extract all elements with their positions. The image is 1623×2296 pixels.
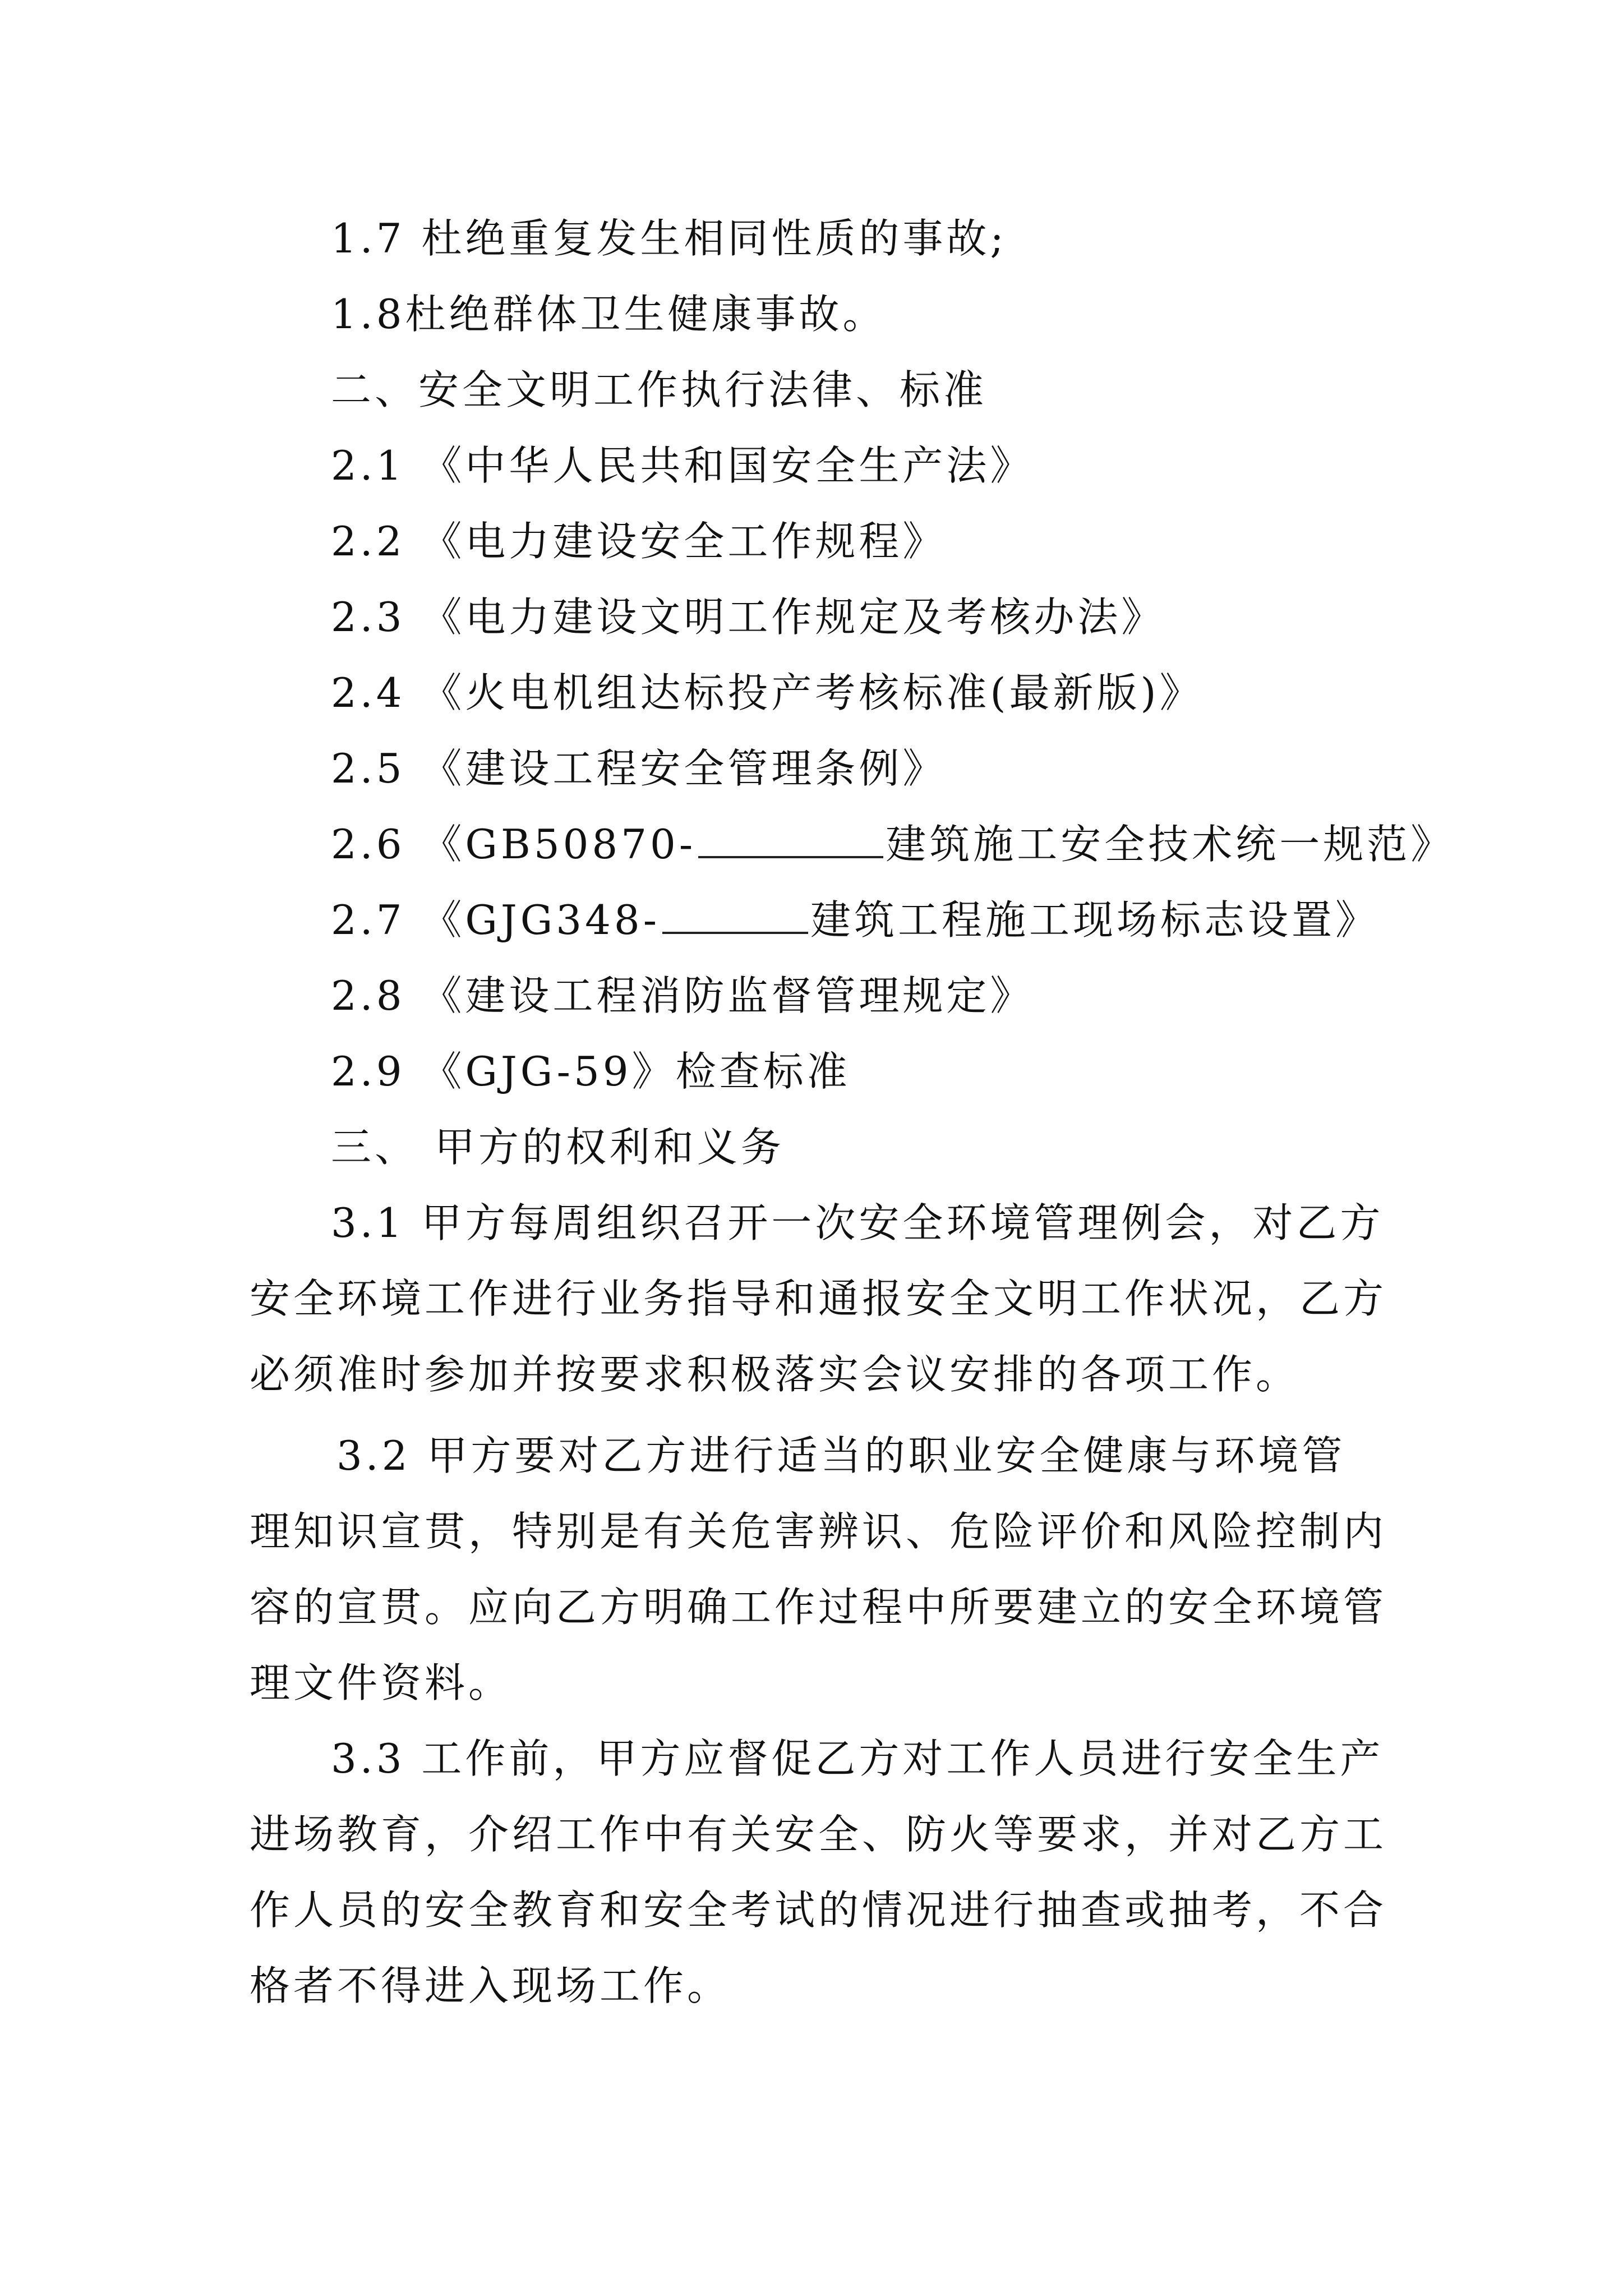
paragraph-3-2-line-4: 理文件资料。 (250, 1659, 513, 1706)
list-item-2-2: 2.2 《电力建设安全工作规程》 (331, 518, 947, 565)
list-item-2-4: 2.4 《火电机组达标投产考核标准(最新版)》 (331, 669, 1204, 716)
list-item-2-3: 2.3 《电力建设文明工作规定及考核办法》 (331, 593, 1165, 641)
list-item-2-8: 2.8 《建设工程消防监督管理规定》 (331, 972, 1034, 1019)
paragraph-3-1-line-1: 3.1 甲方每周组织召开一次安全环境管理例会，对乙方 (331, 1199, 1384, 1246)
paragraph-3-3-line-4: 格者不得进入现场工作。 (250, 1962, 731, 2009)
list-item-2-6 (331, 816, 1454, 872)
paragraph-3-3-line-2: 进场教育，介绍工作中有关安全、防火等要求，并对乙方工 (250, 1811, 1387, 1858)
list-item-2-7-prefix: 2.7 《GJG348- (331, 896, 661, 944)
paragraph-3-2-line-2: 理知识宣贯，特别是有关危害辨识、危险评价和风险控制内 (250, 1508, 1387, 1555)
list-item-2-9: 2.9 《GJG-59》检查标准 (331, 1048, 851, 1095)
list-item-1-7: 1.7 杜绝重复发生相同性质的事故; (331, 215, 1007, 262)
paragraph-3-1-line-3: 必须准时参加并按要求积极落实会议安排的各项工作。 (250, 1351, 1300, 1398)
blank-underline (662, 896, 808, 934)
list-item-2-1: 2.1 《中华人民共和国安全生产法》 (331, 442, 1034, 489)
paragraph-3-2-line-1: 3.2 甲方要对乙方进行适当的职业安全健康与环境管 (336, 1432, 1346, 1479)
paragraph-3-3-line-3: 作人员的安全教育和安全考试的情况进行抽查或抽考，不合 (250, 1887, 1387, 1934)
paragraph-3-1-line-2: 安全环境工作进行业务指导和通报安全文明工作状况，乙方 (250, 1275, 1387, 1322)
list-item-2-5: 2.5 《建设工程安全管理条例》 (331, 745, 947, 792)
section-heading-2: 二、安全文明工作执行法律、标准 (331, 366, 988, 413)
section-heading-3: 三、 甲方的权利和义务 (331, 1124, 785, 1171)
list-item-2-7-suffix: 建筑工程施工现场标志设置》 (810, 896, 1380, 944)
list-item-2-7 (331, 892, 1379, 948)
blank-underline (698, 820, 883, 858)
list-item-2-6-prefix: 2.6 《GB50870- (331, 821, 697, 868)
list-item-2-6-suffix: 建筑施工安全技术统一规范》 (886, 821, 1455, 868)
paragraph-3-2-line-3: 容的宣贯。应向乙方明确工作过程中所要建立的安全环境管 (250, 1584, 1387, 1631)
paragraph-3-3-line-1: 3.3 工作前，甲方应督促乙方对工作人员进行安全生产 (331, 1735, 1384, 1782)
list-item-1-8: 1.8杜绝群体卫生健康事故。 (331, 291, 887, 338)
